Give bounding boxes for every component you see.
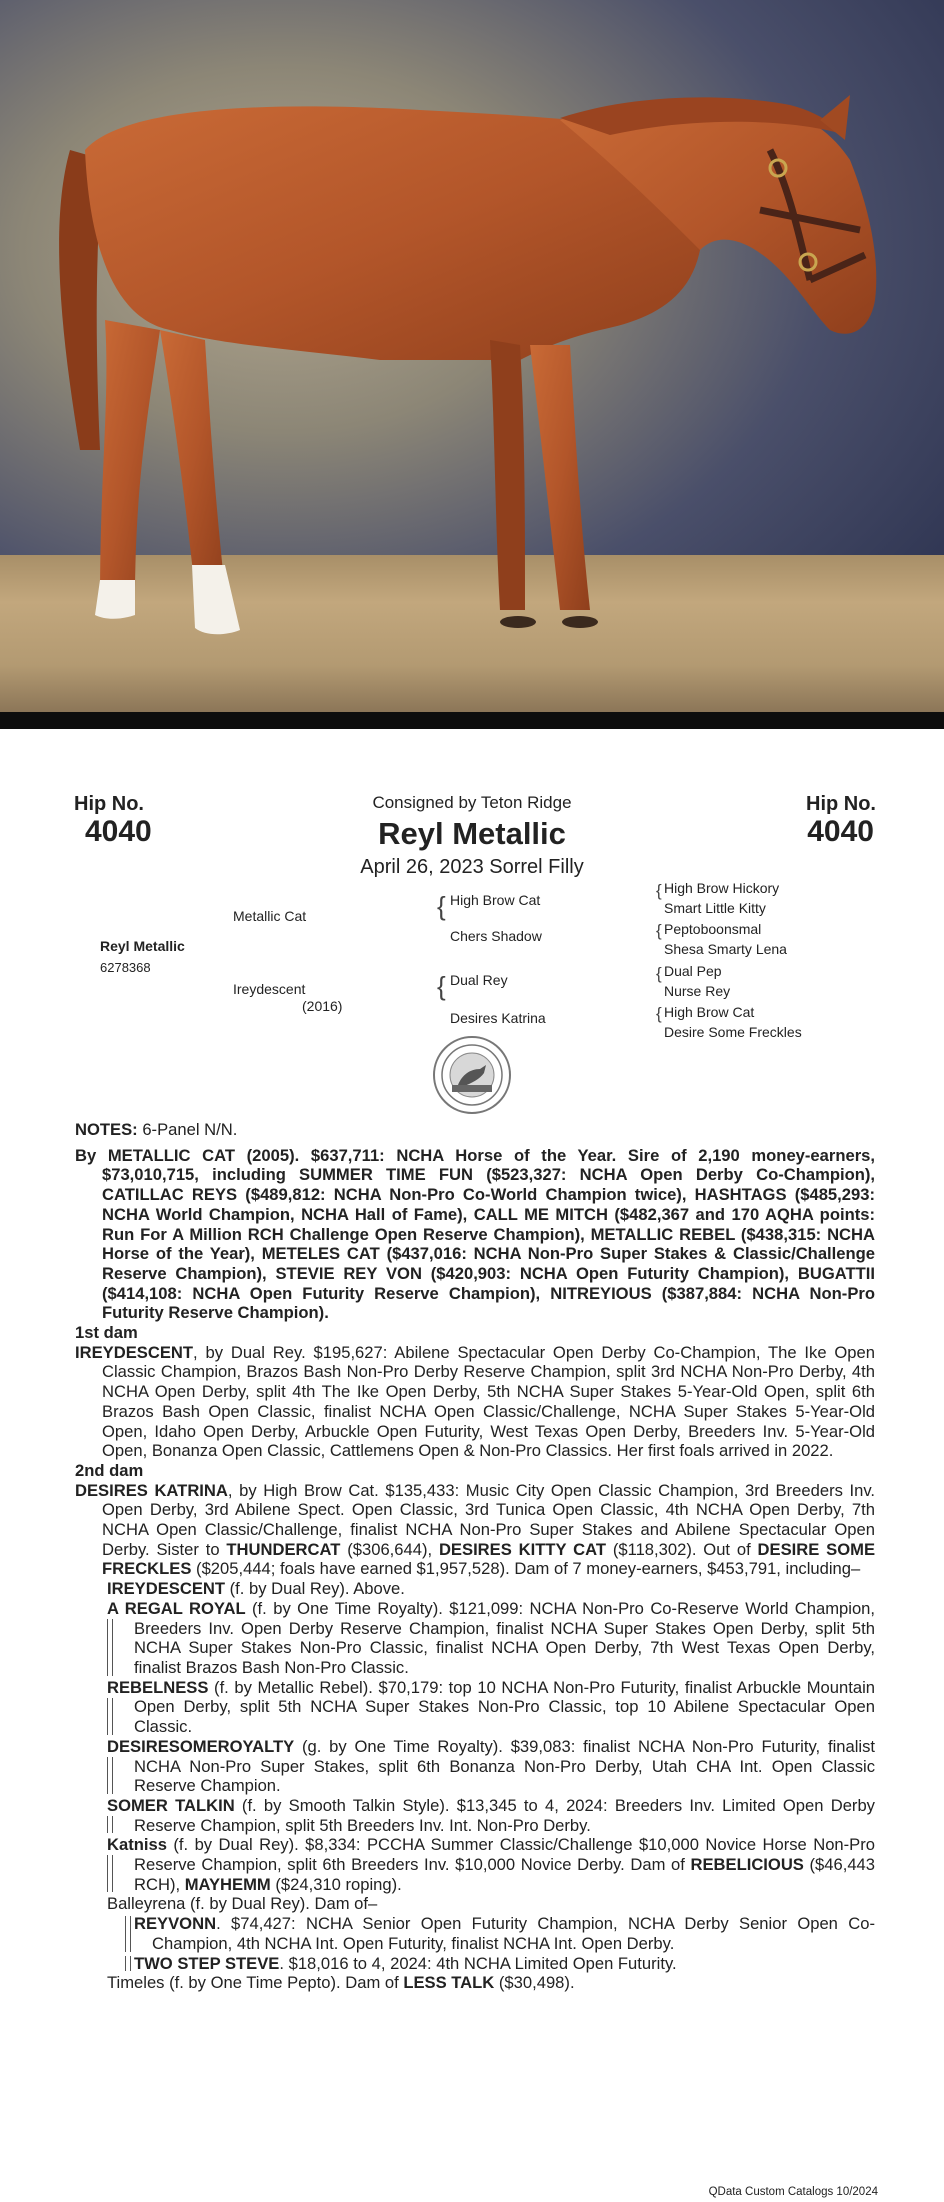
- produce-text: ($46,443 RCH),: [134, 1855, 875, 1894]
- timeles-text: ($30,498).: [494, 1973, 575, 1993]
- brace-icon: {: [437, 891, 446, 921]
- pedigree-gen3-2: Smart Little Kitty: [664, 900, 766, 916]
- timeles-line: [75, 1973, 875, 1993]
- produce-entry: [75, 1796, 875, 1835]
- pedigree-gen3-6: Nurse Rey: [664, 983, 731, 999]
- grandoffspring-name: LESS TALK: [403, 1973, 495, 1993]
- horse-illustration: [0, 0, 944, 712]
- pedigree-gen3-1: High Brow Hickory: [664, 880, 780, 896]
- produce-name: REBELNESS: [107, 1677, 209, 1697]
- consignor-line: Consigned by Teton Ridge: [372, 793, 572, 812]
- pedigree-gen3-5: Dual Pep: [664, 963, 722, 979]
- brace-icon: {: [656, 964, 662, 983]
- produce-entry: [75, 1737, 875, 1796]
- produce-entry: [75, 1678, 875, 1737]
- balleyrena-line: Balleyrena (f. by Dual Rey). Dam of–: [107, 1894, 378, 1914]
- produce-text: (f. by Smooth Talkin Style). $13,345 to 4, 2024: Breeders Inv. Limited Open Derby Reserve Champion, split 5th Breeders Inv. Int. Non-Pro Derby.: [134, 1795, 875, 1835]
- page-title: Reyl Metallic: [378, 816, 566, 851]
- sire-paragraph: By METALLIC CAT (2005). $637,711: NCHA Horse of the Year. Sire of 2,190 money-earners, $73,010,715, including SUMMER TIME FUN ($523,327: NCHA Open Derby Co-Champion), CATILLAC REYS ($489,812: NCHA Non-Pro Co-World Champion twice), HASHTAGS ($485,293: NCHA World Champion, NCHA Hall of Fame), CALL ME MITCH ($482,367 and 170 AQHA points: Run For A Million RCH Challenge Open Reserve Champion), METALLIC REBEL ($438,315: NCHA Horse of the Year), METELES CAT ($437,016: NCHA Non-Pro Super Stakes & Classic/Challenge Reserve Champion), STEVIE REY VON ($420,903: NCHA Open Futurity Champion), BUGATTII ($414,108: NCHA Open Futurity Reserve Champion), NITREYIOUS ($387,884: NCHA Non-Pro Futurity Reserve Champion).: [75, 1145, 875, 1323]
- double-bar-icon: [125, 1956, 131, 1972]
- produce-name: SOMER TALKIN: [107, 1795, 235, 1815]
- pedigree-subject-name: Reyl Metallic: [100, 938, 185, 954]
- grand-produce-entry: [75, 1954, 875, 1974]
- pedigree-gen3-3: Peptoboonsmal: [664, 921, 762, 937]
- produce-entry: [75, 1579, 875, 1599]
- notes-label: NOTES:: [75, 1120, 138, 1139]
- produce-name: Katniss: [107, 1835, 167, 1855]
- grandoffspring-name: REBELICIOUS: [690, 1855, 804, 1875]
- produce-name: IREYDESCENT: [107, 1579, 226, 1599]
- produce-entry: [75, 1599, 875, 1678]
- grand-produce-name: TWO STEP STEVE: [134, 1953, 280, 1973]
- horse-photo: [0, 0, 944, 712]
- double-bar-icon: [107, 1816, 113, 1833]
- pedigree-gen3-8: Desire Some Freckles: [664, 1024, 802, 1040]
- second-dam-name: DESIRES KATRINA: [75, 1480, 228, 1500]
- produce-name: A REGAL ROYAL: [107, 1598, 246, 1618]
- produce-entry: [75, 1835, 875, 1894]
- produce-text: (g. by One Time Royalty). $39,083: finalist NCHA Non-Pro Futurity, finalist NCHA Non-Pro Super Stakes, split 6th Bonanza Non-Pro Derby, Utah CHA Int. Open Classic Reserve Champion.: [134, 1736, 875, 1796]
- pedigree-gen3-7: High Brow Cat: [664, 1004, 755, 1020]
- double-bar-icon: [107, 1698, 113, 1735]
- catalog-text: [75, 1120, 875, 1993]
- brace-icon: {: [656, 881, 662, 900]
- hip-label-left: Hip No.: [74, 793, 144, 815]
- hip-label-right: Hip No.: [806, 793, 876, 815]
- pedigree-gen3-4: Shesa Smarty Lena: [664, 941, 787, 957]
- pedigree-dam-sire: Dual Rey: [450, 972, 508, 988]
- grand-produce-name: REYVONN: [134, 1914, 217, 1934]
- sibling-name: THUNDERCAT: [226, 1539, 341, 1559]
- sibling-name: DESIRES KITTY CAT: [438, 1539, 606, 1559]
- pedigree-dam-dam: Desires Katrina: [450, 1010, 546, 1026]
- program-seal-icon: [432, 1035, 512, 1115]
- second-dam-text: , by High Brow Cat. $135,433: Music City Open Classic Champion, 3rd Breeders Inv. Open Derby, 3rd Abilene Spect. Open Classic, 3rd Tunica Open Classic, 4th NCHA Open Derby, 7th NCHA Open Classic/Challenge, finalist NCHA Non-Pro Super Stakes and Abilene Spectacular Open Derby. Sister to: [102, 1480, 875, 1559]
- produce-text: (f. by One Time Royalty). $121,099: NCHA Non-Pro Co-Reserve World Champion, Breeders Inv. Open Derby Reserve Champion, finalist NCHA Super Stakes Open Derby, split 5th NCHA Super Stakes Non-Pro Classic, finalist NCHA Open Derby, 7th West Texas Open Derby, finalist Brazos Bash Non-Pro Classic.: [134, 1598, 876, 1677]
- brace-icon: {: [656, 1004, 662, 1023]
- second-dam-heading: 2nd dam: [75, 1460, 144, 1480]
- produce-text: ($24,310 roping).: [270, 1874, 402, 1894]
- hip-number-left: 4040: [85, 815, 152, 848]
- double-bar-icon: [107, 1855, 113, 1892]
- grand-produce-entry: [75, 1914, 875, 1953]
- brace-icon: {: [656, 921, 662, 940]
- produce-text: (f. by Dual Rey). $8,334: PCCHA Summer Classic/Challenge $10,000 Novice Horse Non-Pro Reserve Champion, split 6th Breeders Inv. $10,000 Novice Derby. Dam of: [134, 1835, 875, 1875]
- notes-line: [75, 1120, 875, 1140]
- pedigree-dam: Ireydescent: [233, 981, 306, 997]
- registration-number: 6278368: [100, 960, 151, 975]
- brace-icon: {: [437, 971, 446, 1001]
- first-dam-heading: 1st dam: [75, 1323, 138, 1343]
- first-dam-paragraph: [75, 1343, 875, 1461]
- catalog-footer: QData Custom Catalogs 10/2024: [708, 2186, 878, 2198]
- produce-text: (f. by Dual Rey). Above.: [225, 1579, 405, 1599]
- double-bar-icon: [125, 1916, 131, 1951]
- second-dam-paragraph: [75, 1481, 875, 1580]
- grandoffspring-name: MAYHEMM: [184, 1874, 271, 1894]
- double-bar-icon: [107, 1619, 113, 1676]
- first-dam-text: , by Dual Rey. $195,627: Abilene Spectacular Open Derby Co-Champion, The Ike Open Classic Champion, Brazos Bash Non-Pro Derby Reserve Champion, split 3rd NCHA Non-Pro Derby, 4th NCHA Open Derby, split 4th The Ike Open Derby, 5th NCHA Super Stakes 5-Year-Old Open, split 6th Brazos Bash Open Classic, finalist NCHA Open Classic/Challenge, NCHA Super Stakes 5-Year-Old Open, Idaho Open Derby, Arbuckle Open Futurity, West Texas Open Derby, Breeders Inv. 5-Year-Old Open, Bonanza Open Classic, Cattlemens Open & Non-Pro Classics. Her first foals arrived in 2022.: [102, 1342, 875, 1461]
- notes-text: 6-Panel N/N.: [137, 1120, 238, 1139]
- photo-divider-bar: [0, 712, 944, 729]
- second-dam-text: ($118,302). Out of: [605, 1539, 758, 1559]
- third-dam-name: DESIRE SOME FRECKLES: [102, 1539, 876, 1579]
- pedigree-sire: Metallic Cat: [233, 908, 307, 924]
- pedigree-sire-dam: Chers Shadow: [450, 928, 542, 944]
- pedigree-dam-year: (2016): [302, 998, 343, 1014]
- grand-produce-text: . $74,427: NCHA Senior Open Futurity Champion, NCHA Derby Senior Open Co-Champion, 4th NCHA Int. Open Futurity, finalist NCHA Int. Open Derby.: [152, 1914, 875, 1953]
- first-dam-name: IREYDESCENT: [75, 1342, 194, 1362]
- hip-number-right: 4040: [807, 815, 874, 848]
- produce-text: (f. by Metallic Rebel). $70,179: top 10 NCHA Non-Pro Futurity, finalist Arbuckle Mountain Open Derby, split 5th NCHA Super Stakes Non-Pro Classic, top 10 Abilene Spectacular Open Classic.: [134, 1677, 875, 1737]
- grand-produce-text: . $18,016 to 4, 2024: 4th NCHA Limited Open Futurity.: [279, 1953, 677, 1973]
- timeles-text: Timeles (f. by One Time Pepto). Dam of: [107, 1973, 404, 1993]
- foaling-date-line: April 26, 2023 Sorrel Filly: [360, 856, 584, 878]
- pedigree-sire-sire: High Brow Cat: [450, 892, 541, 908]
- second-dam-text: ($205,444; foals have earned $1,957,528). Dam of 7 money-earners, $453,791, including–: [191, 1559, 861, 1579]
- produce-name: DESIRESOMEROYALTY: [107, 1736, 295, 1756]
- double-bar-icon: [107, 1757, 113, 1794]
- second-dam-text: ($306,644),: [340, 1539, 439, 1559]
